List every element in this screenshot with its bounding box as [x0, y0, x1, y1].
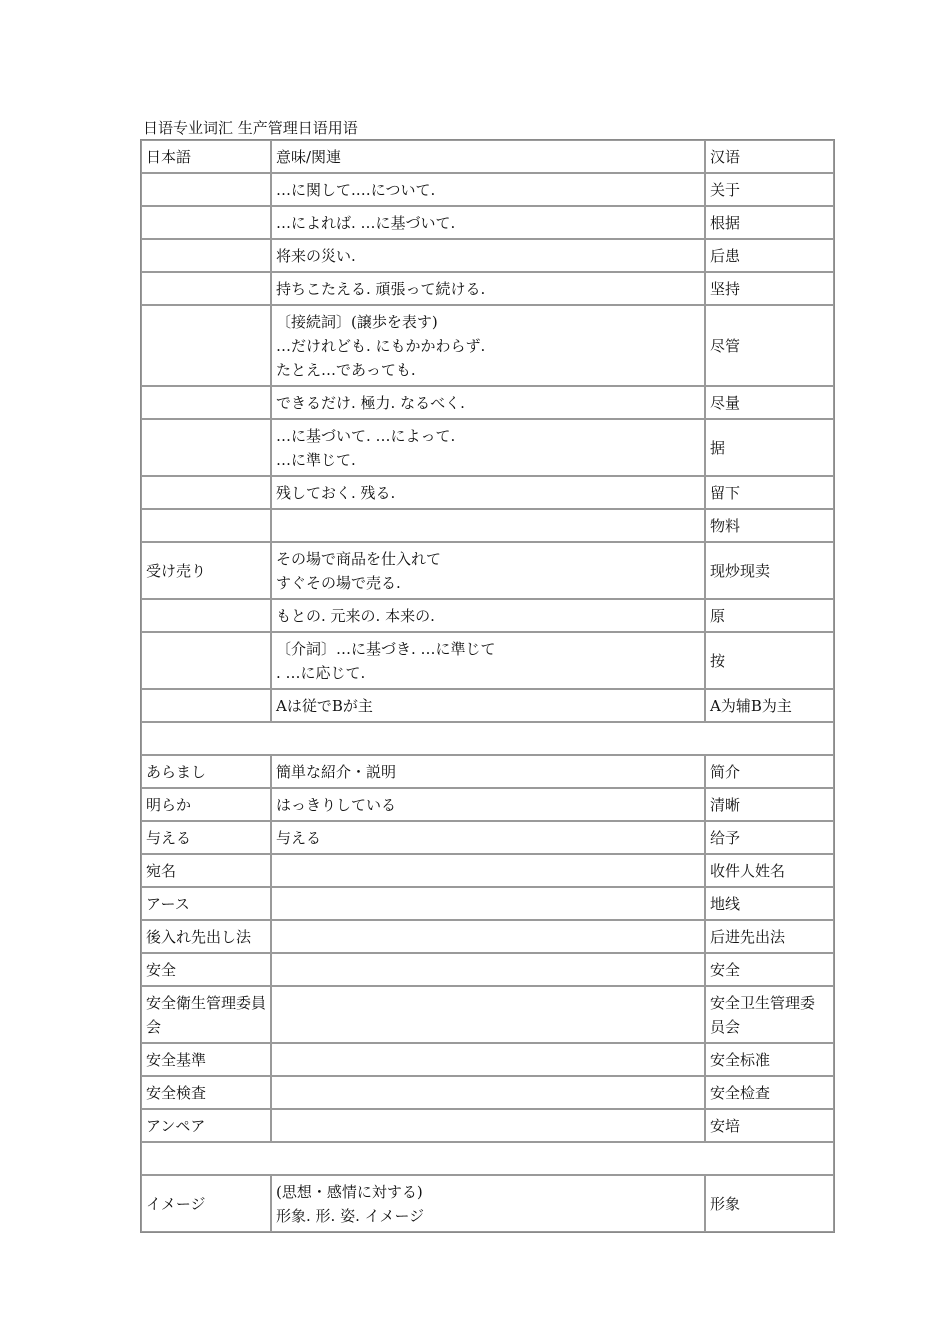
cell-japanese — [141, 272, 271, 305]
cell-japanese — [141, 305, 271, 386]
table-row — [141, 239, 834, 272]
table-row — [141, 632, 834, 689]
cell-meaning — [271, 419, 705, 476]
cell-chinese: 按 — [705, 632, 834, 689]
table-row — [141, 476, 834, 509]
cell-japanese: 安全検査 — [141, 1076, 271, 1109]
table-row — [141, 1043, 834, 1076]
cell-japanese — [141, 173, 271, 206]
cell-chinese: 尽管 — [705, 305, 834, 386]
table-row — [141, 1175, 834, 1232]
table-row — [141, 689, 834, 722]
table-row — [141, 173, 834, 206]
header-chinese: 汉语 — [705, 140, 834, 173]
header-meaning: 意味/関連 — [271, 140, 705, 173]
table-header-row — [141, 140, 834, 173]
cell-chinese: 坚持 — [705, 272, 834, 305]
cell-chinese: 原 — [705, 599, 834, 632]
cell-japanese: イメージ — [141, 1175, 271, 1232]
cell-japanese — [141, 599, 271, 632]
table-row — [141, 920, 834, 953]
cell-meaning — [271, 821, 705, 854]
cell-japanese: 安全 — [141, 953, 271, 986]
cell-chinese: 安全标准 — [705, 1043, 834, 1076]
table-row — [141, 419, 834, 476]
meaning-line: …だけれども. にもかかわらず. — [276, 337, 486, 355]
meaning-line: …に関して.…について. — [276, 181, 436, 199]
cell-meaning — [271, 476, 705, 509]
table-row — [141, 821, 834, 854]
cell-meaning — [271, 272, 705, 305]
document-title: 日语专业词汇 生产管理日语用语 — [143, 119, 358, 137]
cell-chinese: 现炒现卖 — [705, 542, 834, 599]
meaning-line: 〔介詞〕…に基づき. …に準じて — [276, 640, 496, 658]
cell-chinese: 地线 — [705, 887, 834, 920]
cell-meaning — [271, 599, 705, 632]
cell-chinese: 关于 — [705, 173, 834, 206]
meaning-line: 残しておく. 残る. — [276, 484, 396, 502]
cell-japanese: 受け売り — [141, 542, 271, 599]
cell-chinese: 后进先出法 — [705, 920, 834, 953]
cell-chinese: 给予 — [705, 821, 834, 854]
table-row — [141, 1076, 834, 1109]
table-row — [141, 599, 834, 632]
meaning-line: …に準じて. — [276, 451, 356, 469]
cell-chinese: 根据 — [705, 206, 834, 239]
cell-meaning — [271, 542, 705, 599]
cell-meaning — [271, 305, 705, 386]
cell-meaning — [271, 986, 705, 1043]
cell-meaning — [271, 953, 705, 986]
meaning-line: 〔接続詞〕(譲歩を表す) — [276, 313, 438, 331]
cell-meaning — [271, 1076, 705, 1109]
cell-chinese: 尽量 — [705, 386, 834, 419]
cell-meaning — [271, 239, 705, 272]
table-row — [141, 854, 834, 887]
meaning-line: もとの. 元来の. 本来の. — [276, 607, 435, 625]
meaning-line: すぐその場で売る. — [276, 574, 401, 592]
table-row — [141, 509, 834, 542]
cell-meaning — [271, 689, 705, 722]
cell-japanese: 与える — [141, 821, 271, 854]
meaning-line: 将来の災い. — [276, 247, 356, 265]
spacer-cell — [141, 1142, 834, 1175]
table-row — [141, 305, 834, 386]
cell-japanese: 宛名 — [141, 854, 271, 887]
cell-chinese: 简介 — [705, 755, 834, 788]
header-japanese: 日本語 — [141, 140, 271, 173]
meaning-line: 与える — [276, 829, 322, 847]
cell-chinese: 安培 — [705, 1109, 834, 1142]
cell-japanese — [141, 689, 271, 722]
cell-meaning — [271, 854, 705, 887]
meaning-line: (思想・感情に対する) — [276, 1183, 423, 1201]
cell-japanese: アンペア — [141, 1109, 271, 1142]
meaning-line: できるだけ. 極力. なるべく. — [276, 394, 465, 412]
cell-japanese: あらまし — [141, 755, 271, 788]
cell-japanese — [141, 206, 271, 239]
meaning-line: Aは従でBが主 — [276, 697, 373, 715]
meaning-line: 形象. 形. 姿. イメージ — [276, 1207, 425, 1225]
meaning-line: …に基づいて. …によって. — [276, 427, 456, 445]
table-row — [141, 386, 834, 419]
table-row — [141, 887, 834, 920]
cell-meaning — [271, 755, 705, 788]
cell-japanese: 明らか — [141, 788, 271, 821]
cell-chinese: 安全 — [705, 953, 834, 986]
cell-japanese — [141, 476, 271, 509]
cell-chinese: 形象 — [705, 1175, 834, 1232]
table-row — [141, 206, 834, 239]
cell-meaning — [271, 632, 705, 689]
meaning-line: はっきりしている — [276, 796, 397, 814]
meaning-line: たとえ…であっても. — [276, 361, 416, 379]
table-row — [141, 986, 834, 1043]
cell-meaning — [271, 920, 705, 953]
meaning-line: . …に応じて. — [276, 664, 366, 682]
meaning-line: その場で商品を仕入れて — [276, 550, 442, 568]
meaning-line: 簡単な紹介・説明 — [276, 763, 397, 781]
cell-japanese — [141, 386, 271, 419]
table-spacer-row — [141, 722, 834, 755]
cell-japanese: 安全基準 — [141, 1043, 271, 1076]
cell-chinese: 留下 — [705, 476, 834, 509]
vocabulary-table-body — [141, 140, 834, 1232]
spacer-cell — [141, 722, 834, 755]
cell-japanese — [141, 632, 271, 689]
cell-japanese — [141, 509, 271, 542]
table-spacer-row — [141, 1142, 834, 1175]
cell-meaning — [271, 1175, 705, 1232]
table-row — [141, 755, 834, 788]
table-row — [141, 1109, 834, 1142]
cell-japanese: アース — [141, 887, 271, 920]
cell-chinese: 安全检查 — [705, 1076, 834, 1109]
cell-meaning — [271, 509, 705, 542]
cell-chinese: 收件人姓名 — [705, 854, 834, 887]
cell-chinese: 据 — [705, 419, 834, 476]
cell-meaning — [271, 206, 705, 239]
cell-japanese: 後入れ先出し法 — [141, 920, 271, 953]
vocabulary-table — [140, 139, 835, 1233]
cell-japanese — [141, 239, 271, 272]
cell-meaning — [271, 788, 705, 821]
cell-japanese: 安全衛生管理委員会 — [141, 986, 271, 1043]
cell-chinese: 清晰 — [705, 788, 834, 821]
cell-chinese: 后患 — [705, 239, 834, 272]
cell-meaning — [271, 173, 705, 206]
cell-meaning — [271, 386, 705, 419]
cell-chinese: 安全卫生管理委员会 — [705, 986, 834, 1043]
table-row — [141, 788, 834, 821]
cell-chinese: A为辅B为主 — [705, 689, 834, 722]
cell-meaning — [271, 1109, 705, 1142]
cell-meaning — [271, 1043, 705, 1076]
meaning-line: …によれば. …に基づいて. — [276, 214, 456, 232]
cell-chinese: 物料 — [705, 509, 834, 542]
table-row — [141, 272, 834, 305]
table-row — [141, 542, 834, 599]
cell-japanese — [141, 419, 271, 476]
table-row — [141, 953, 834, 986]
cell-meaning — [271, 887, 705, 920]
meaning-line: 持ちこたえる. 頑張って続ける. — [276, 280, 486, 298]
